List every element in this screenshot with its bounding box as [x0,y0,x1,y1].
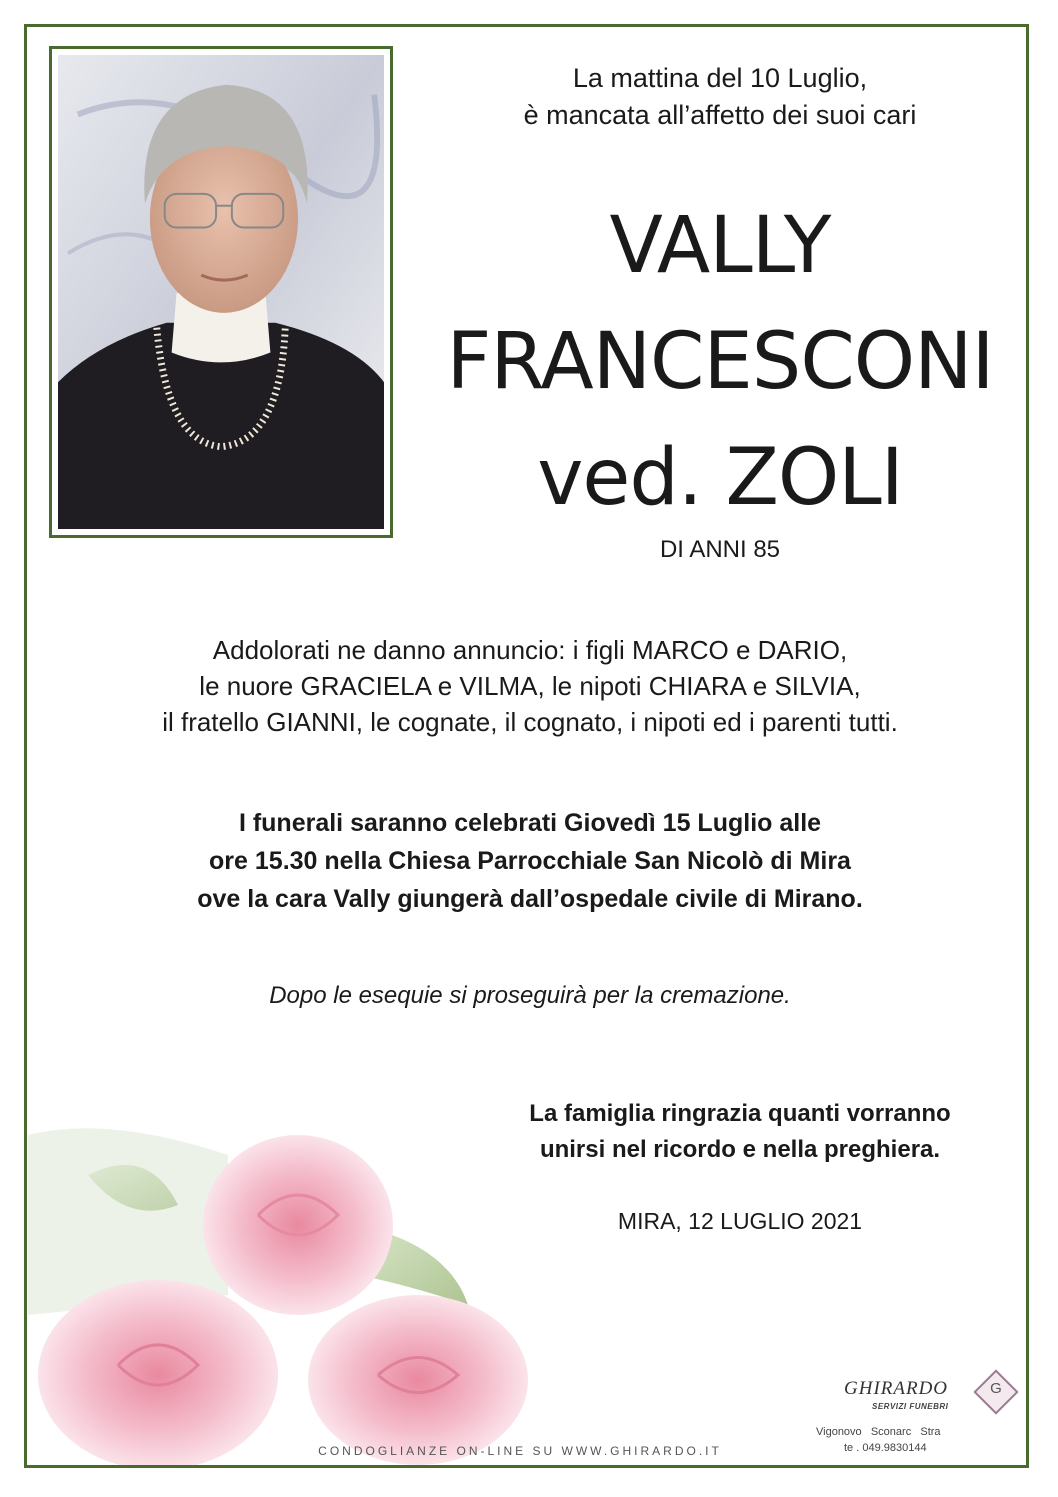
cremation-note: Dopo le esequie si proseguirà per la cremazione. [269,982,791,1009]
intro-text [440,60,1000,134]
thanks-line: unirsi nel ricordo e nella preghiera. [539,1136,941,1163]
logo-name: GHIRARDO [844,1378,949,1399]
age-text: DI ANNI 85 [659,536,781,563]
logo-phone: te . 049.9830144 [844,1442,927,1454]
intro-line: è mancata all’affetto dei suoi cari [523,100,917,130]
thanks-line: La famiglia ringrazia quanti vorranno [529,1100,951,1127]
last-name: FRANCESCONI [446,317,994,407]
announcement-line: Addolorati ne danno annuncio: i figli MARCO e DARIO, [212,635,848,665]
funeral-line: ore 15.30 nella Chiesa Parrocchiale San Nicolò di Mira [209,847,851,875]
funeral-details [60,804,1000,918]
portrait-photo [58,55,384,529]
funeral-home-logo [810,1372,1025,1462]
intro-line: La mattina del 10 Luglio, [572,63,868,93]
announcement-line: le nuore GRACIELA e VILMA, le nipoti CHIARA e SILVIA, [199,671,861,701]
logo-badge-letter: G [990,1380,1002,1397]
widow-name: ved. ZOLI [537,433,903,523]
portrait-frame [49,46,393,538]
condolences-link[interactable]: CONDOGLIANZE ON-LINE SU WWW.GHIRARDO.IT [318,1444,722,1458]
funeral-line: ove la cara Vally giungerà dall’ospedale civile di Mirano. [197,885,863,913]
funeral-line: I funerali saranno celebrati Giovedì 15 Luglio alle [238,809,822,837]
place-date: MIRA, 12 LUGLIO 2021 [617,1208,863,1234]
thanks-text [430,1096,1050,1168]
announcement-line: il fratello GIANNI, le cognate, il cognato, i nipoti ed i parenti tutti. [162,707,898,737]
announcement-text [60,632,1000,740]
logo-places: Vigonovo Sconarc Stra [816,1426,941,1438]
deceased-name [420,188,1020,536]
logo-subtitle: SERVIZI FUNEBRI [872,1402,949,1411]
first-name: VALLY [609,201,831,291]
